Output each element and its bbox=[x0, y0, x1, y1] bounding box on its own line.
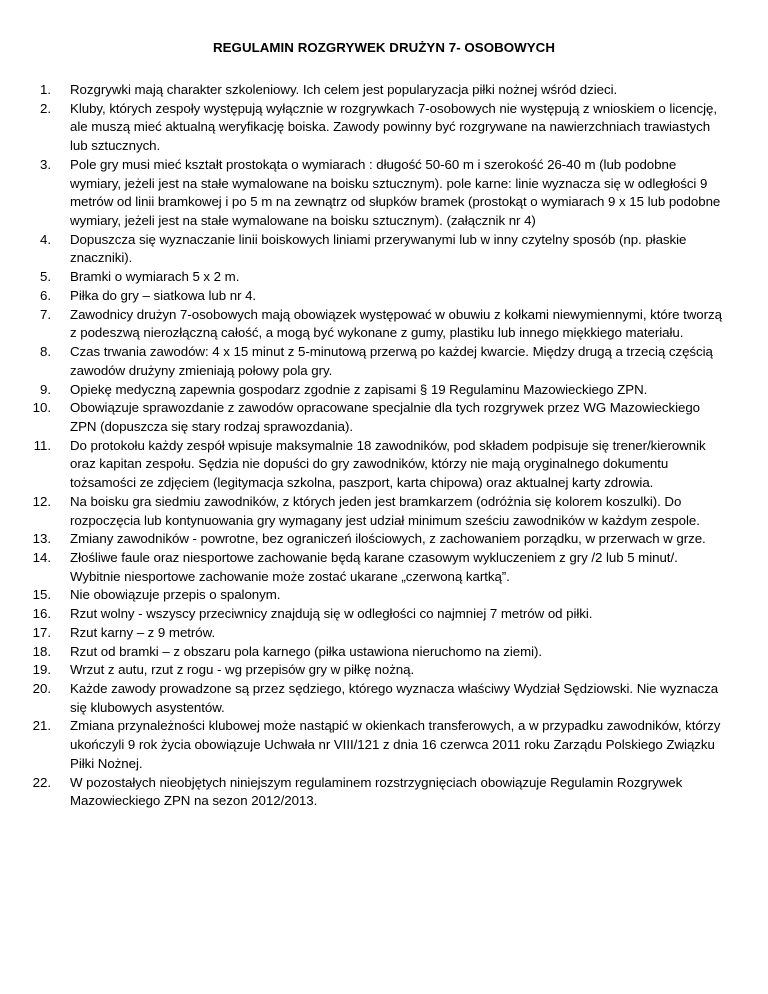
rule-item bbox=[18, 643, 730, 662]
rule-number: 11. bbox=[33, 437, 51, 453]
rule-item bbox=[18, 605, 730, 624]
rule-text: Zmiana przynależności klubowej może nastąpić w okienkach transferowych, a w przypadku zawodników, którzy ukończyli 9 rok życia obowiązuje Uchwała nr VIII/121 z dnia 16 czerwca 2011 roku Zarządu Polskiego Związku Piłki Nożnej. bbox=[70, 718, 721, 771]
rule-text: Nie obowiązuje przepis o spalonym. bbox=[70, 587, 281, 603]
rule-item bbox=[18, 100, 730, 156]
rule-text: Bramki o wymiarach 5 x 2 m. bbox=[70, 269, 240, 285]
rule-item bbox=[18, 661, 730, 680]
rule-number: 18. bbox=[32, 643, 51, 659]
rule-text: Piłka do gry – siatkowa lub nr 4. bbox=[70, 287, 257, 303]
rule-item bbox=[18, 680, 730, 717]
rule-number: 12. bbox=[32, 493, 51, 509]
rule-number: 13. bbox=[32, 531, 51, 547]
rule-number: 17. bbox=[32, 624, 51, 640]
rule-number: 1. bbox=[40, 82, 51, 97]
rule-number: 16. bbox=[32, 606, 51, 622]
rule-number: 3. bbox=[40, 156, 51, 172]
rule-number: 20. bbox=[32, 681, 51, 696]
rule-text: Kluby, których zespoły występują wyłącznie w rozgrywkach 7-osobowych nie występują z wnioskiem o licencję, ale muszą mieć aktualną weryfikację boiska. Zawody powinny być rozgrywane na nawierzchniach trawiastych lub sztucznych. bbox=[70, 100, 718, 154]
rule-item bbox=[18, 717, 730, 773]
rule-text: Rozgrywki mają charakter szkoleniowy. Ich celem jest popularyzacja piłki nożnej wśród dzieci. bbox=[70, 82, 618, 97]
rule-item bbox=[18, 231, 730, 268]
rule-text: Wrzut z autu, rzut z rogu - wg przepisów gry w piłkę nożną. bbox=[70, 662, 415, 678]
rule-number: 14. bbox=[32, 549, 51, 565]
rule-text: Na boisku gra siedmiu zawodników, z których jeden jest bramkarzem (odróżnia się kolorem koszulki). Do rozpoczęcia lub kontynuowania gry wymagany jest udział minimum sześciu zawodników w każdym zespole. bbox=[70, 493, 700, 528]
rule-text: Pole gry musi mieć kształt prostokąta o wymiarach : długość 50-60 m i szerokość 26-40 m (lub podobne wymiary, jeżeli jest na stałe wymalowane na boisku sztucznym). pole karne: linie wyznacza się w odległości 9 metrów od linii bramkowej i po 5 m na zewnątrz od słupków bramek (prostokąt o wymiarach 9 x 15 lub podobne wymiary, jeżeli jest na stałe wymalowane na boisku sztucznym). (załącznik nr 4) bbox=[70, 156, 721, 229]
rule-item bbox=[18, 549, 730, 586]
rule-item bbox=[18, 287, 730, 306]
rule-text: Zawodnicy drużyn 7-osobowych mają obowiązek występować w obuwiu z kołkami niewymiennymi, które tworzą z podeszwą nierozłączną całość, a mogą być wykonane z gumy, plastiku lub innego miękkiego materiału. bbox=[70, 306, 722, 341]
rule-text: Dopuszcza się wyznaczanie linii boiskowych liniami przerywanymi lub w inny czytelny sposób (np. płaskie znaczniki). bbox=[70, 231, 687, 266]
rule-number: 22. bbox=[32, 774, 51, 790]
rule-item bbox=[18, 774, 730, 811]
rule-number: 9. bbox=[40, 381, 51, 397]
rule-number: 2. bbox=[40, 100, 51, 116]
rule-text: Rzut od bramki – z obszaru pola karnego (piłka ustawiona nieruchomo na ziemi). bbox=[70, 643, 543, 659]
rule-text: Rzut karny – z 9 metrów. bbox=[70, 624, 216, 640]
rule-number: 5. bbox=[40, 269, 51, 285]
rule-item bbox=[18, 306, 730, 343]
rule-number: 6. bbox=[40, 287, 51, 303]
rule-text: Zmiany zawodników - powrotne, bez ograniczeń ilościowych, z zachowaniem porządku, w przerwach w grze. bbox=[70, 531, 706, 547]
rule-item bbox=[18, 493, 730, 530]
rule-text: Czas trwania zawodów: 4 x 15 minut z 5-minutową przerwą po każdej kwarcie. Między drugą a trzecią częścią zawodów drużyny zmieniają połowy pola gry. bbox=[70, 344, 713, 378]
rules-list bbox=[18, 81, 730, 811]
rule-text: Złośliwe faule oraz niesportowe zachowanie będą karane czasowym wykluczeniem z gry /2 lub 5 minut/. Wybitnie niesportowe zachowanie może zostać ukarane „czerwoną kartką”. bbox=[70, 549, 678, 584]
rule-item bbox=[18, 81, 730, 100]
rule-number: 19. bbox=[32, 662, 51, 678]
rule-text: Opiekę medyczną zapewnia gospodarz zgodnie z zapisami § 19 Regulaminu Mazowieckiego ZPN. bbox=[70, 381, 648, 397]
rule-item bbox=[18, 156, 730, 231]
rule-number: 15. bbox=[32, 587, 51, 603]
document-title: REGULAMIN ROZGRYWEK DRUŻYN 7- OSOBOWYCH bbox=[212, 40, 555, 55]
rule-number: 7. bbox=[40, 306, 51, 322]
rule-item bbox=[18, 437, 730, 493]
rule-number: 21. bbox=[32, 718, 51, 734]
rule-item bbox=[18, 381, 730, 400]
rule-number: 8. bbox=[40, 344, 51, 360]
rule-text: Do protokołu każdy zespół wpisuje maksymalnie 18 zawodników, pod składem podpisuje się trener/kierownik oraz kapitan zespołu. Sędzia nie dopuści do gry zawodników, którzy nie mają oryginalnego dokumentu tożsamości ze zdjęciem (legitymacja szkolna, paszport, karta chipowa) oraz aktualnej karty zdrowia. bbox=[70, 437, 706, 491]
rule-item bbox=[18, 343, 730, 380]
rule-number: 10. bbox=[32, 400, 51, 416]
rule-text: Rzut wolny - wszyscy przeciwnicy znajdują się w odległości co najmniej 7 metrów od piłki. bbox=[70, 606, 593, 622]
rule-item bbox=[18, 399, 730, 436]
rule-item bbox=[18, 268, 730, 287]
rule-item bbox=[18, 624, 730, 643]
rule-text: W pozostałych nieobjętych niniejszym regulaminem rozstrzygnięciach obowiązuje Regulamin Rozgrywek Mazowieckiego ZPN na sezon 2012/2013. bbox=[70, 774, 683, 809]
rule-item bbox=[18, 530, 730, 549]
rule-text: Obowiązuje sprawozdanie z zawodów opracowane specjalnie dla tych rozgrywek przez WG Mazowieckiego ZPN (dopuszcza się stary rodzaj sprawozdania). bbox=[70, 400, 701, 434]
rule-item bbox=[18, 586, 730, 605]
rule-number: 4. bbox=[40, 231, 51, 247]
rule-text: Każde zawody prowadzone są przez sędziego, którego wyznacza właściwy Wydział Sędziowski. Nie wyznacza się klubowych asystentów. bbox=[70, 681, 719, 715]
